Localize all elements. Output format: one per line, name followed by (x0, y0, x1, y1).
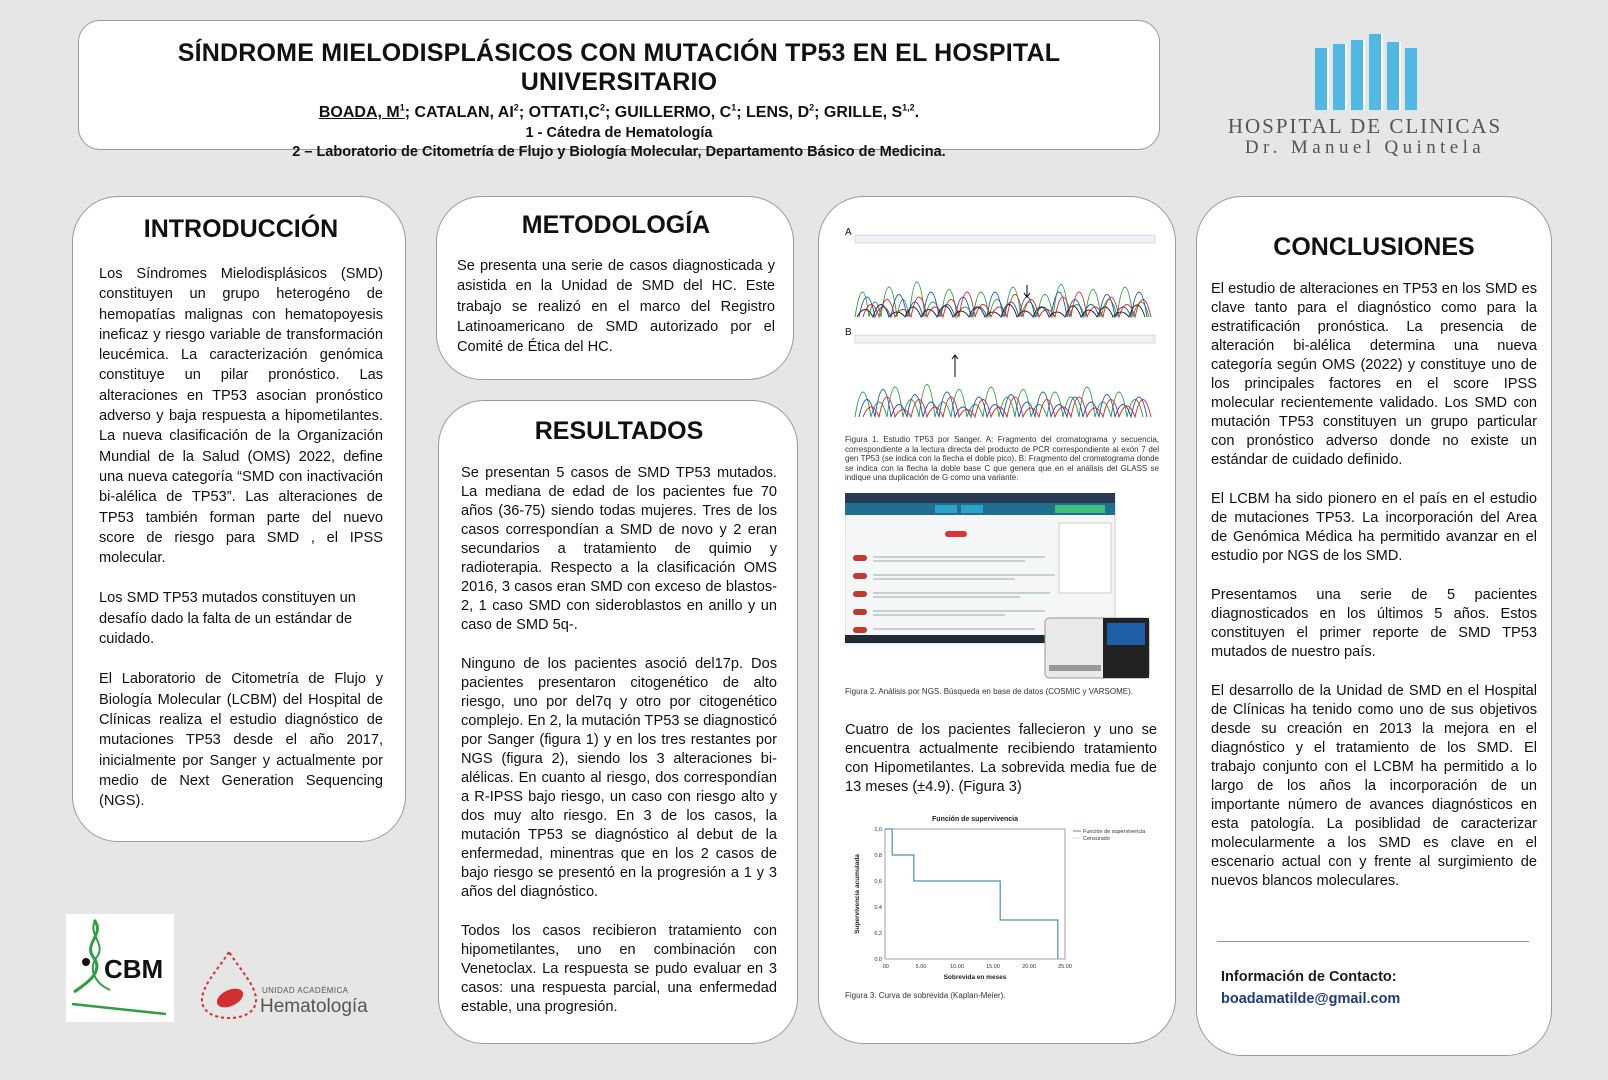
kaplan-meier-chart (845, 811, 1159, 991)
chromatogram-image (845, 227, 1159, 427)
resultados-paragraph: Se presentan 5 casos de SMD TP53 mutados. La mediana de edad de los pacientes fue 70 años (36-75) siendo todas mujeres. Tres de los casos correspondían a SMD de novo y 2 eran secundarios a tratamiento de quimio y radioterapia. Respecto a la clasificación OMS 2016, 3 casos eran SMD con exceso de blastos-2, 1 caso SMD con sideroblastos en anillo y un caso de SMD 5q-. (461, 465, 777, 633)
chart-x-tick: 10.00 (950, 963, 964, 970)
conclusiones-panel (1196, 196, 1552, 1056)
hematologia-logo (196, 950, 376, 1020)
conclusiones-paragraph: El desarrollo de la Unidad de SMD en el Hospital de Clínicas ha tenido como uno de sus objetivos desde su creación en 2013 la mejora en el diagnóstico y el tratamiento de los SMD. El trabajo conjunto con el LCBM ha permitido a lo largo de los años la incorporación de un importante número de avances diagnósticos en esta patología. La posiblidad de caracterizar molecularmente a los SMD es clave en el escenario actual con y frente al surgimiento de nuevos blancos moleculares. (1211, 683, 1537, 889)
introduccion-paragraph: El Laboratorio de Citometría de Flujo y Biología Molecular (LCBM) del Hospital de Clínicas realiza el estudio diagnóstico de mutaciones TP53 desde el año 2017, inicialmente por Sanger y actualmente por medio de Next Generation Sequencing (NGS). (99, 671, 383, 810)
affiliation-2: 2 – Laboratorio de Citometría de Flujo y Biología Molecular, Departamento Básico de Medicina. (292, 144, 946, 161)
chart-title: Función de supervivencia (932, 815, 1018, 823)
contact-divider (1217, 941, 1529, 942)
figures-panel (818, 196, 1176, 1044)
hospital-name: HOSPITAL DE CLINICAS (1227, 114, 1503, 138)
conclusiones-paragraph: El estudio de alteraciones en TP53 en los SMD es clave tanto para el diagnóstico como para la estratificación pronóstica. La presencia de alteración bi-alélica determina una nueva categoría según OMS (2022) y constituye uno de los principales factores en el score IPSS molecular recientemente validado. Los SMD con mutación TP53 constituyen un grupo particular con pronóstico adverso donde no existe un estándar de cuidado definido. (1211, 281, 1537, 468)
survival-chart-svg (845, 811, 1159, 991)
author-first: BOADA, $M^1$ (318, 103, 405, 122)
hospital-logo (1220, 34, 1510, 158)
conclusiones-paragraph: Presentamos una serie de 5 pacientes diagnosticados en los últimos 5 años. Estos constituyen el primer reporte de SMD TP53 mutados de nuestro país. (1211, 587, 1537, 660)
chart-legend-item: Función de supervivencia (1083, 828, 1146, 835)
hospital-building-icon (1310, 34, 1420, 110)
chart-x-tick: 15.00 (986, 963, 1000, 970)
introduccion-paragraph: Los Síndromes Mielodisplásicos (SMD) constituyen un grupo heterogéno de hemopatías malignas con hematopoyesis ineficaz y riesgo variable de transformación leucémica. La caracterización genómica constituye un pilar pronóstico. Las alteraciones en TP53 asocian pronóstico adverso y baja respuesta a hipometilantes. La nueva clasificación de la Organización Mundial de la Salud (OMS) 2022, define una nueva categoría “SMD con inactivación bi-alélica de TP53”. Las alteraciones de TP53 también forman parte del nuevo score de riesgo para SMD , el IPSS molecular. (99, 266, 383, 567)
cbm-text: CBM (104, 954, 164, 984)
chart-y-tick: 0,8 (874, 852, 882, 859)
author-rest: ; CATALAN, $AI^2$; $OTTATI,C^2$; GUILLERMO, $C^1$; LENS, $D^2$; GRILLE, S$^{1,2}$. (404, 103, 920, 122)
resultados-panel (438, 400, 798, 1044)
fig1-caption: Figura 1. Estudio TP53 por Sanger. A: Fragmento del cromatograma y secuencia, correspondiente a la lectura directa del producto de PCR correspondiente al exón 7 del gen TP53 (se indica con la flecha el doble pico). B: Fragmento del cromatograma donde se indica con la flecha la doble base C que genera que en el análisis del GLASS se indique una duplicación de G como una variante. (845, 435, 1159, 483)
blood-drop-icon (196, 950, 262, 1020)
hospital-subtitle: Dr. Manuel Quintela (1244, 137, 1486, 158)
fig2-caption: Figura 2. Análisis por NGS. Búsqueda en base de datos (COSMIC y VARSOME). (845, 686, 1133, 696)
introduccion-panel (72, 196, 406, 842)
poster-title: SÍNDROME MIELODISPLÁSICOS CON MUTACIÓN TP53 EN EL HOSPITAL UNIVERSITARIO (177, 39, 1061, 96)
chart-y-tick: 0,4 (874, 904, 882, 911)
chart-x-tick: 25.00 (1058, 963, 1072, 970)
chart-xlabel: Sobrevida en meses (943, 973, 1007, 981)
resultados-paragraph: Ninguno de los pacientes asoció del17p. Dos pacientes presentaron citogenético de alto riesgo, uno por del7q y otro por citogenético complejo. En 2, la mutación TP53 se diagnosticó por Sanger (figura 1) y en los tres restantes por NGS (figura 2), siendo los 3 alteraciones bi-alélicas. En cuanto al riesgo, dos correspondían a R-IPSS bajo riesgo, un caso con riesgo alto y dos muy alto riesgo. En 3 de los casos, la mutación TP53 se diagnóstico al debut de la enfermedad, minentras que en los 2 casos de bajo riesgo se presentó en la progresión a 1 y 3 años del diagnóstico. (461, 656, 777, 900)
chart-y-tick: 0,0 (874, 956, 882, 963)
title-box (78, 20, 1160, 161)
chart-y-tick: 1,0 (874, 826, 882, 833)
chart-ylabel: Supervivencia acumulada (854, 853, 861, 934)
chart-series-line (885, 829, 1058, 959)
sanger-figure (845, 227, 1159, 427)
survival-text: Cuatro de los pacientes fallecieron y uno se encuentra actualmente recibiendo tratamiento con Hipometilantes. La sobrevida media fue de 13 meses (±4.9). (Figura 3) (845, 721, 1157, 795)
resultados-paragraph: Todos los casos recibieron tratamiento con hipometilantes, uno en combinación con Venetoclax. La respuesta se pudo evaluar en 3 casos: una respuesta parcial, una enfermedad estable, una progresión. (461, 923, 777, 1015)
chart-x-tick: 20.00 (1022, 963, 1036, 970)
contact-email[interactable]: boadamatilde@gmail.com (1221, 991, 1401, 1007)
resultados-heading: RESULTADOS (534, 417, 704, 445)
hema-big-text: Hematología (260, 996, 368, 1017)
fig3-caption: Figura 3. Curva de sobrevida (Kaplan-Meier). (845, 990, 1006, 1000)
conclusiones-heading: CONCLUSIONES (1273, 233, 1475, 261)
ngs-screenshot-image (845, 493, 1159, 683)
chart-y-tick: 0,6 (874, 878, 882, 885)
hema-small-text: UNIDAD ACADÉMICA (262, 986, 349, 995)
chart-x-tick: 5.00 (915, 963, 927, 970)
conclusiones-paragraph: El LCBM ha sido pionero en el país en el estudio de mutaciones TP53. La incorporación del Area de Genómica Médica ha permitido avanzar en el estudio por NGS de los SMD. (1211, 491, 1537, 564)
ngs-figure (845, 493, 1159, 683)
introduccion-paragraph: Los SMD TP53 mutados constituyen un desafío dado la falta de un estándar de cuidado. (99, 590, 356, 648)
chart-plot-area (885, 829, 1065, 959)
chart-legend-item: Censurado (1083, 835, 1110, 842)
chart-y-tick: 0,2 (874, 930, 882, 937)
authors-line (79, 103, 1159, 122)
cbm-logo (66, 914, 174, 1022)
metodologia-text: Se presenta una serie de casos diagnosticada y asistida en la Unidad de SMD del HC. Este trabajo se realizó en el marco del Registro Latinoamericano de SMD autorizado por el Comité de Ética del HC. (457, 258, 775, 356)
fig1-label-b: B (845, 327, 852, 338)
affiliation-1: 1 - Cátedra de Hematología (525, 125, 713, 142)
fig1-label-a: A (845, 227, 852, 238)
metodologia-heading: METODOLOGÍA (521, 211, 711, 239)
introduccion-heading: INTRODUCCIÓN (143, 215, 339, 243)
chart-x-tick: .00 (881, 963, 889, 970)
contact-label: Información de Contacto: (1221, 969, 1397, 985)
metodologia-panel (436, 196, 794, 380)
